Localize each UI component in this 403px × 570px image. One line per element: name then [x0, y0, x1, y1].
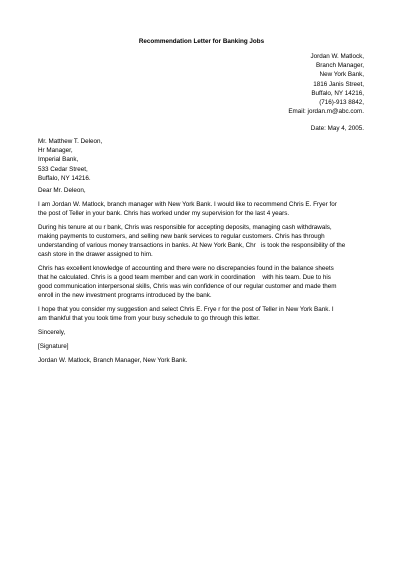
paragraph-line: Chris has excellent knowledge of accounting and there were no discrepancies found in the balance sheets	[38, 265, 334, 272]
sender-line: Jordan W. Matlock,	[310, 53, 364, 60]
paragraph-line: enroll in the new investment programs introduced by the bank.	[38, 292, 212, 299]
paragraph-line: making payments to customers, and selling new bank services to regular customers. Chris has through	[38, 233, 325, 240]
recipient-address	[38, 137, 102, 183]
recipient-line: Buffalo, NY 14216.	[38, 174, 91, 182]
sender-line: Buffalo, NY 14216,	[311, 89, 364, 97]
body-paragraph-1	[38, 200, 373, 218]
paragraph-line: cash store in the drawer assigned to him.	[38, 251, 153, 258]
paragraph-line: that he calculated. Chris is a good team member and can work in coordination with his team. Due to his	[38, 274, 331, 281]
closing	[38, 328, 373, 337]
signature	[38, 342, 373, 351]
body-paragraph-2	[38, 223, 373, 259]
letter-body	[38, 186, 373, 370]
paragraph-line: the post of Teller in your bank. Chris has worked under my supervision for the last 4 years.	[38, 210, 290, 217]
paragraph-line: I hope that you consider my suggestion and select Chris E. Frye r for the post of Teller in New York Bank. I	[38, 306, 334, 313]
signoff	[38, 356, 373, 365]
sender-address	[288, 52, 364, 116]
salutation-text: Dear Mr. Deleon,	[38, 187, 86, 194]
salutation	[38, 186, 373, 195]
paragraph-line: good communication interpersonal skills, Chris was win confidence of our regular customer and made them	[38, 283, 337, 290]
sender-line: (716)-913 8842,	[319, 99, 364, 107]
letter-title: Recommendation Letter for Banking Jobs	[138, 38, 265, 45]
letter-date: Date: May 4, 2005.	[310, 125, 364, 132]
recipient-line: Hr Manager,	[38, 147, 73, 155]
sender-line: 1816 Janis Street,	[313, 80, 364, 88]
paragraph-line: I am Jordan W. Matlock, branch manager with New York Bank. I would like to recommend Chris E. Fryer for	[38, 201, 337, 208]
paragraph-line: understanding of various money transactions in banks. At New York Bank, Chr is took the responsibility of the	[38, 242, 346, 249]
recipient-line: Mr. Matthew T. Deleon,	[38, 138, 103, 145]
paragraph-line: am thankful that you took time from your busy schedule to go through this letter.	[38, 315, 260, 322]
closing-text: Sincerely,	[38, 329, 66, 336]
recipient-line: 533 Cedar Street,	[38, 165, 88, 173]
body-paragraph-4	[38, 305, 373, 323]
sender-line: New York Bank,	[319, 71, 364, 79]
signature-placeholder: [Signature]	[38, 343, 69, 350]
signoff-text: Jordan W. Matlock, Branch Manager, New York Bank.	[38, 357, 188, 364]
paragraph-line: During his tenure at ou r bank, Chris was responsible for accepting deposits, managing cash withdrawals,	[38, 224, 332, 231]
sender-email: Email: jordan.m@abc.com.	[288, 108, 364, 116]
sender-line: Branch Manager,	[316, 62, 364, 70]
body-paragraph-3	[38, 264, 373, 300]
recipient-line: Imperial Bank,	[38, 156, 79, 164]
